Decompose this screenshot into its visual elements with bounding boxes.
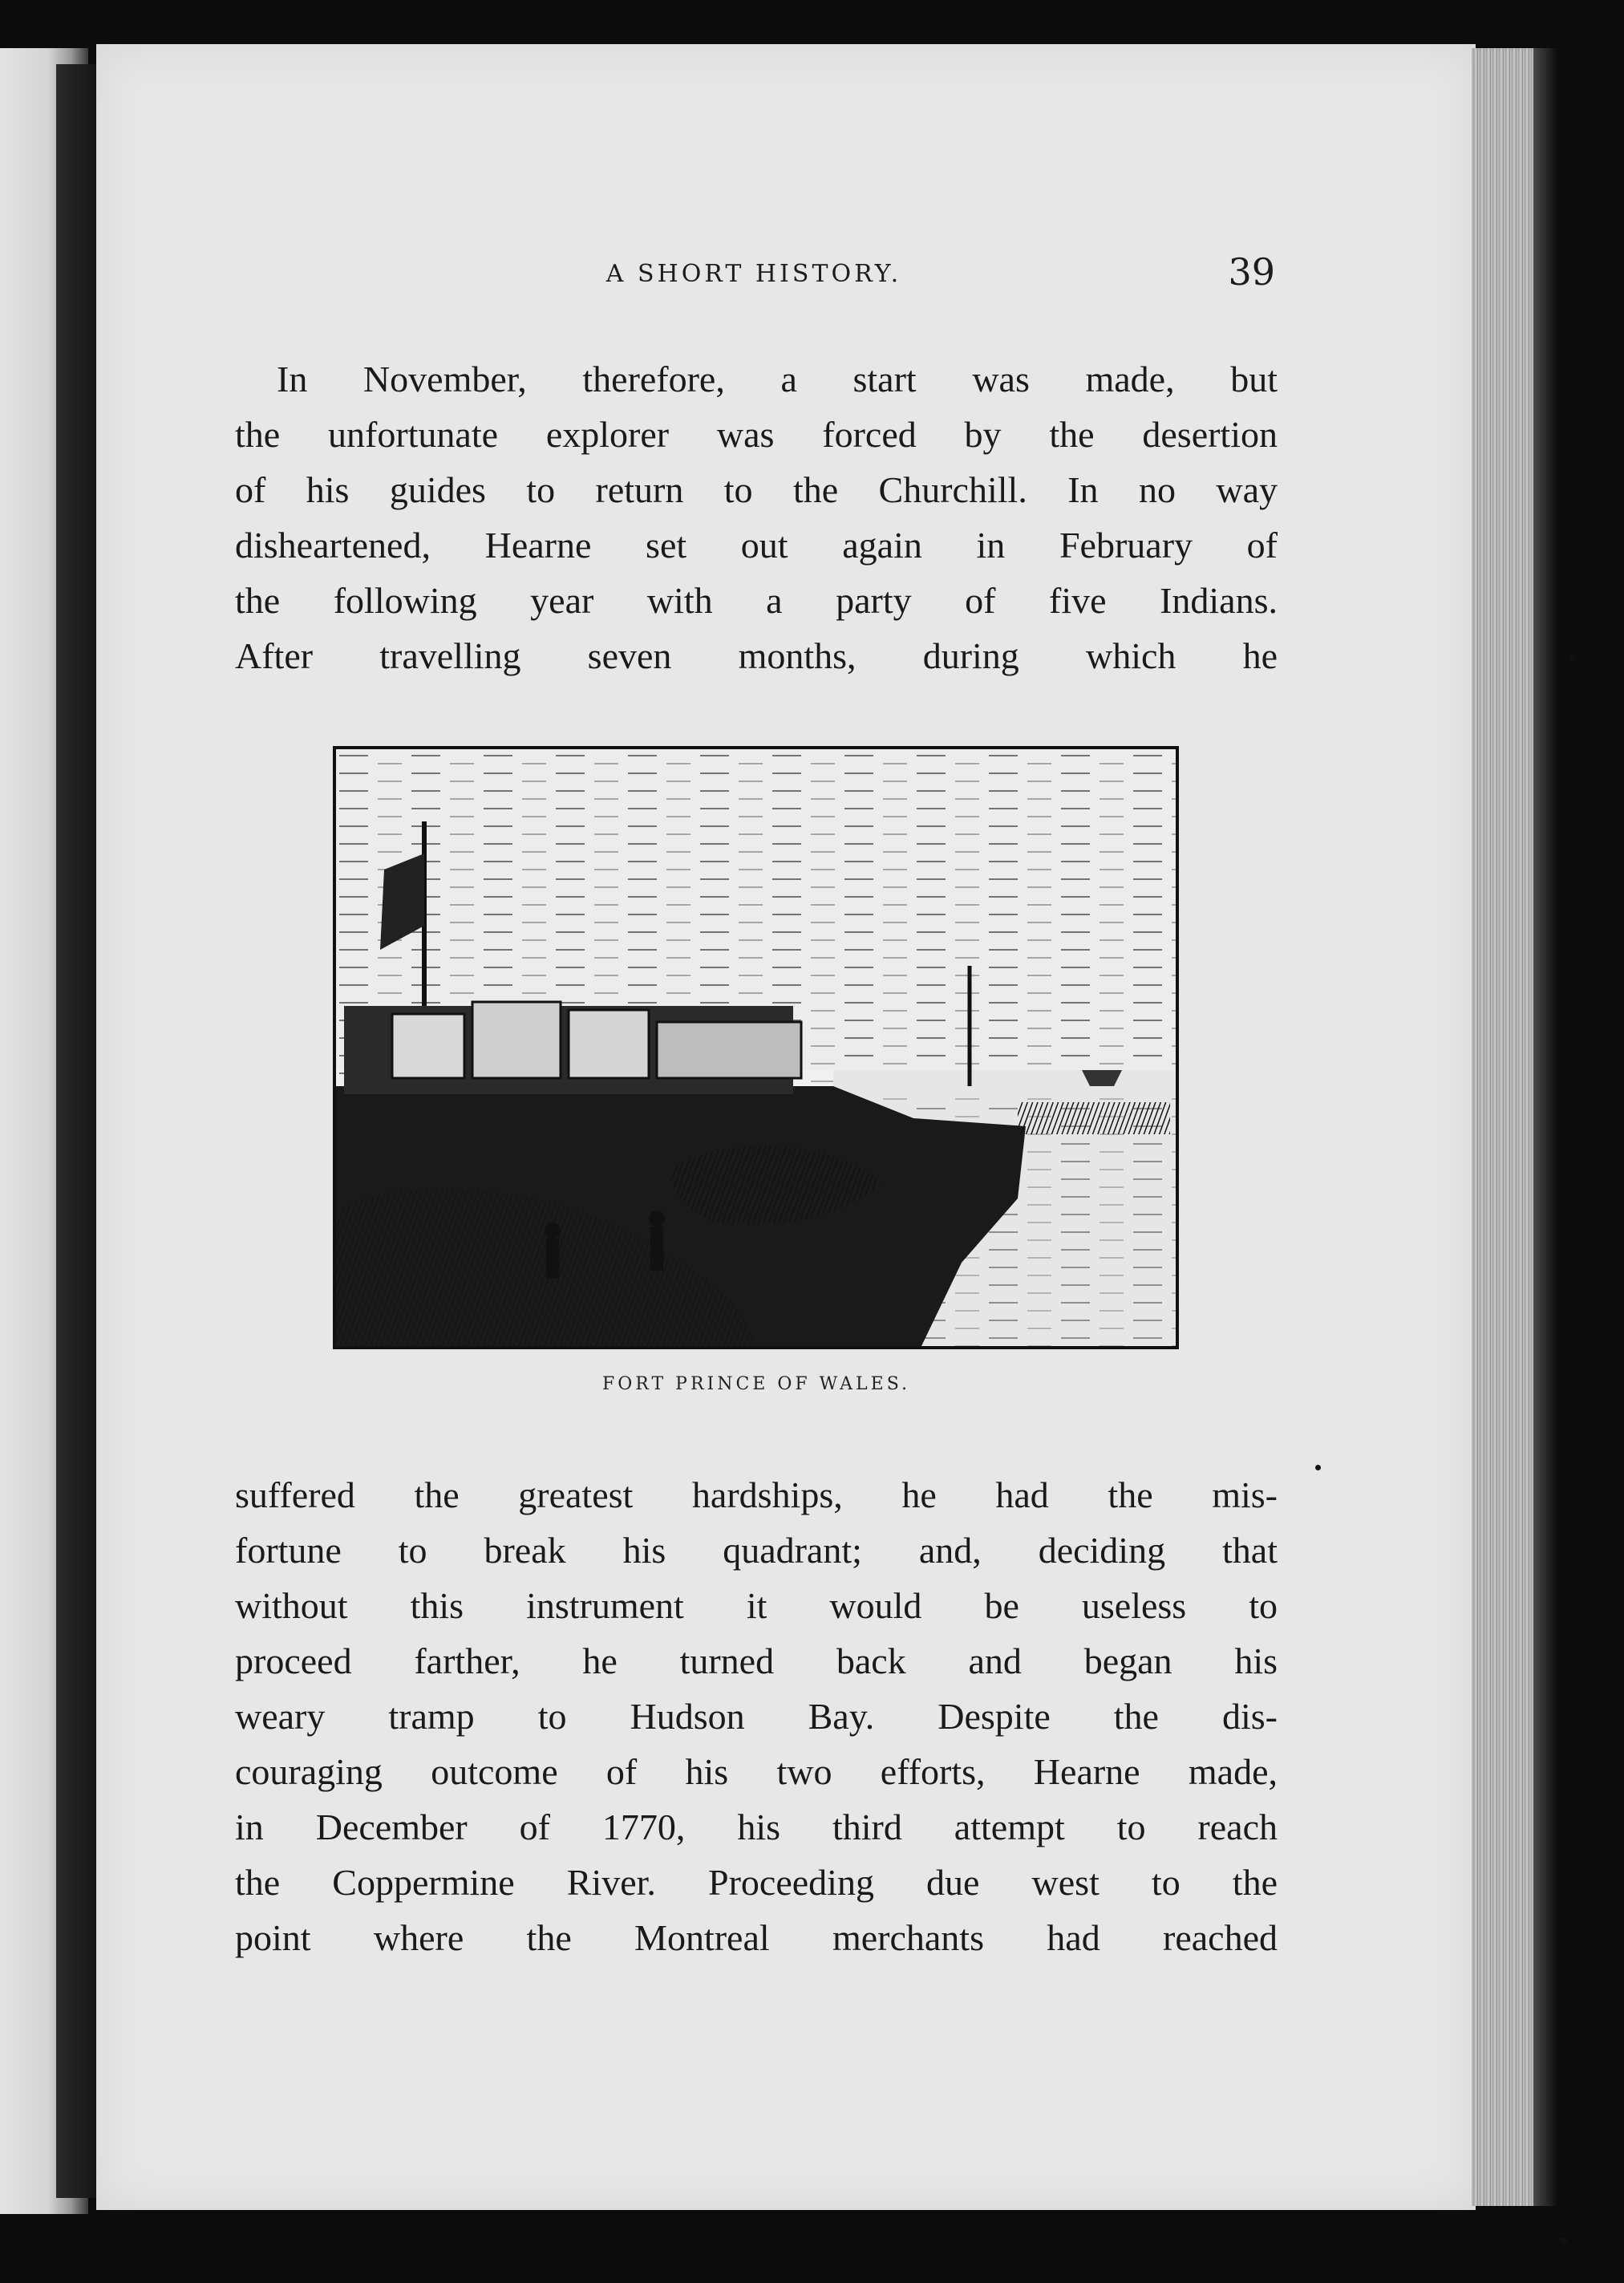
text-line: the Coppermine River. Proceeding due west to the <box>235 1862 1278 1903</box>
scan-speck <box>1315 1465 1321 1470</box>
page-stack-edges <box>1472 48 1536 2206</box>
fort-illustration <box>336 749 1176 1346</box>
figure-person-1 <box>545 1223 561 1239</box>
book-gutter <box>56 64 96 2198</box>
text-line: couraging outcome of his two efforts, Hearne made, <box>235 1751 1278 1792</box>
fort-building-4 <box>657 1022 801 1078</box>
text-line: in December of 1770, his third attempt to reach <box>235 1807 1278 1847</box>
jetty <box>1018 1102 1170 1134</box>
fort-building-2 <box>472 1002 561 1078</box>
fort-building-3 <box>569 1010 649 1078</box>
fort-engraving <box>333 746 1179 1349</box>
figure-person-2 <box>649 1210 665 1227</box>
scan-speck <box>1560 2238 1568 2243</box>
paragraph-top <box>235 351 1278 683</box>
running-title: A SHORT HISTORY. <box>605 260 902 288</box>
scan-speck <box>1569 654 1576 660</box>
text-line: After travelling seven months, during which he <box>235 635 1278 676</box>
text-line: of his guides to return to the Churchill. In no way <box>235 469 1278 510</box>
text-line: the unfortunate explorer was forced by the desertion <box>235 414 1278 455</box>
text-line: In November, therefore, a start was made, but <box>277 359 1278 399</box>
page-number: 39 <box>1228 250 1275 294</box>
page-stack-shadow <box>1533 48 1557 2206</box>
text-line: the following year with a party of five Indians. <box>235 580 1278 621</box>
figure-person-1-body <box>546 1239 559 1279</box>
fort-building-1 <box>392 1014 464 1078</box>
text-line: weary tramp to Hudson Bay. Despite the dis- <box>235 1696 1278 1737</box>
text-line: fortune to break his quadrant; and, deciding that <box>235 1530 1278 1571</box>
text-line: disheartened, Hearne set out again in February of <box>235 525 1278 566</box>
text-line: without this instrument it would be useless to <box>235 1585 1278 1626</box>
text-line: suffered the greatest hardships, he had the mis- <box>235 1474 1278 1515</box>
running-head <box>233 250 1275 298</box>
figure-caption: FORT PRINCE OF WALES. <box>602 1374 910 1394</box>
text-line: proceed farther, he turned back and began his <box>235 1640 1278 1681</box>
text-line: point where the Montreal merchants had reached <box>235 1917 1278 1958</box>
paragraph-bottom <box>235 1467 1278 1965</box>
figure-person-2-body <box>650 1227 663 1271</box>
